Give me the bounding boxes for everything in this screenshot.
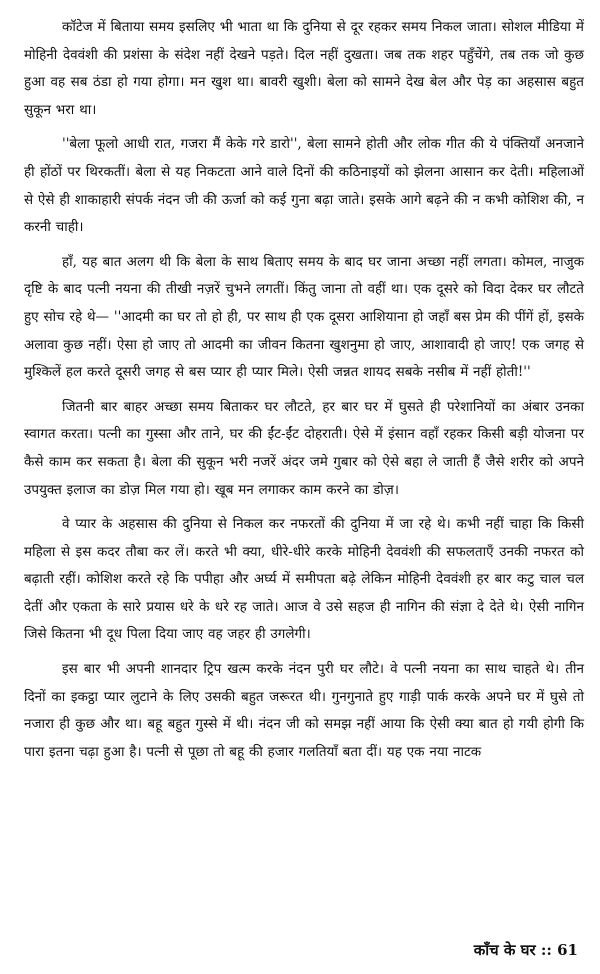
paragraph-2: ''बेला फूलो आधी रात, गजरा मैं केके गरे डारो'', बेला सामने होती और लोक गीत की ये पंक्तियाँ अनजाने ही होंठों पर थिरकतीं। बेला से यह निकटता आने वाले दिनों की कठिनाइयों को झेलना आसान कर देती। महिलाओं से ऐसे ही शाकाहारी संपर्क नंदन जी की ऊर्जा को कई गुना बढ़ा जाते। इसके आगे बढ़ने की न कभी कोशिश की, न करनी चाही। (24, 136, 584, 236)
paragraph-6: इस बार भी अपनी शानदार ट्रिप खत्म करके नंदन पुरी घर लौटे। वे पत्नी नयना का साथ चाहते थे। तीन दिनों का इकट्ठा प्यार लुटाने के लिए उसकी बहुत जरूरत थी। गुनगुनाते हुए गाड़ी पार्क करके अपने घर में घुसे तो नजारा ही कुछ और था। बहू बहुत गुस्से में थी। नंदन जी को समझ नहीं आया कि ऐसी क्या बात हो गयी होगी कि पारा इतना चढ़ा हुआ है। पत्नी से पूछा तो बहू की हजार गलतियाँ बता दीं। यह एक नया नाटक (24, 661, 584, 760)
paragraph-3: हाँ, यह बात अलग थी कि बेला के साथ बिताए समय के बाद घर जाना अच्छा नहीं लगता। कोमल, नाजुक दृष्टि के बाद पत्नी नयना की तीखी नज़रें चुभने लगतीं। किंतु जाना तो वहीं था। एक दूसरे को विदा देकर घर लौटते हुए सोच रहे थे— ''आदमी का घर तो हो ही, पर साथ ही एक दूसरा आशियाना हो जहाँ बस प्रेम की पींगें हों, इसके अलावा कुछ नहीं। ऐसा हो जाए तो आदमी का जीवन कितना खुशनुमा हो जाए, आशावादी हो जाए! एक जगह से मुश्किलें हल करते दूसरी जगह से बस प्यार ही प्यार मिले। ऐसी जन्नत शायद सबके नसीब में नहीं होती!'' (24, 253, 584, 381)
paragraph-4: जितनी बार बाहर अच्छा समय बिताकर घर लौटते, हर बार घर में घुसते ही परेशानियों का अंबार उनका स्वागत करता। पत्नी का गुस्सा और ताने, घर की ईंट-ईंट दोहराती। ऐसे में इंसान वहाँ रहकर किसी बड़ी योजना पर कैसे काम कर सकता है। बेला की सुकून भरी नजरें अंदर जमे गुबार को ऐसे बहा ले जाती हैं जैसे शरीर को अपने उपयुक्त इलाज का डोज़ मिल गया हो। खूब मन लगाकर काम करने का डोज़। (24, 398, 584, 498)
paragraph-1: कॉटेज में बिताया समय इसलिए भी भाता था कि दुनिया से दूर रहकर समय निकल जाता। सोशल मीडिया में मोहिनी देववंशी की प्रशंसा के संदेश नहीं देखने पड़ते। दिल नहीं दुखता। जब तक शहर पहुँचेंगे, तब तक जो कुछ हुआ वह सब ठंडा हो गया होगा। मन खुश था। बावरी खुशी। बेला को सामने देख बेल और पेड़ का अहसास बहुत सुकून भरा था। (24, 19, 584, 118)
page-footer-running-title: काँच के घर :: 61 (473, 941, 578, 959)
page-body (24, 14, 584, 773)
paragraph-5: वे प्यार के अहसास की दुनिया से निकल कर नफरतों की दुनिया में जा रहे थे। कभी नहीं चाहा कि किसी महिला से इस कदर तौबा कर लें। करते भी क्या, धीरे-धीरे करके मोहिनी देववंशी की सफलताएँ उनकी नफरत को बढ़ाती रहीं। कोशिश करते रहे कि पपीहा और अर्घ्य में समीपता बढ़े लेकिन मोहिनी देववंशी हर बार कटु चाल चल देतीं और एकता के सारे प्रयास धरे के धरे रह जाते। आज वे उसे सहज ही नागिन की संज्ञा दे देते थे। ऐसी नागिन जिसे कितना भी दूध पिला दिया जाए वह जहर ही उगलेगी। (24, 516, 584, 643)
